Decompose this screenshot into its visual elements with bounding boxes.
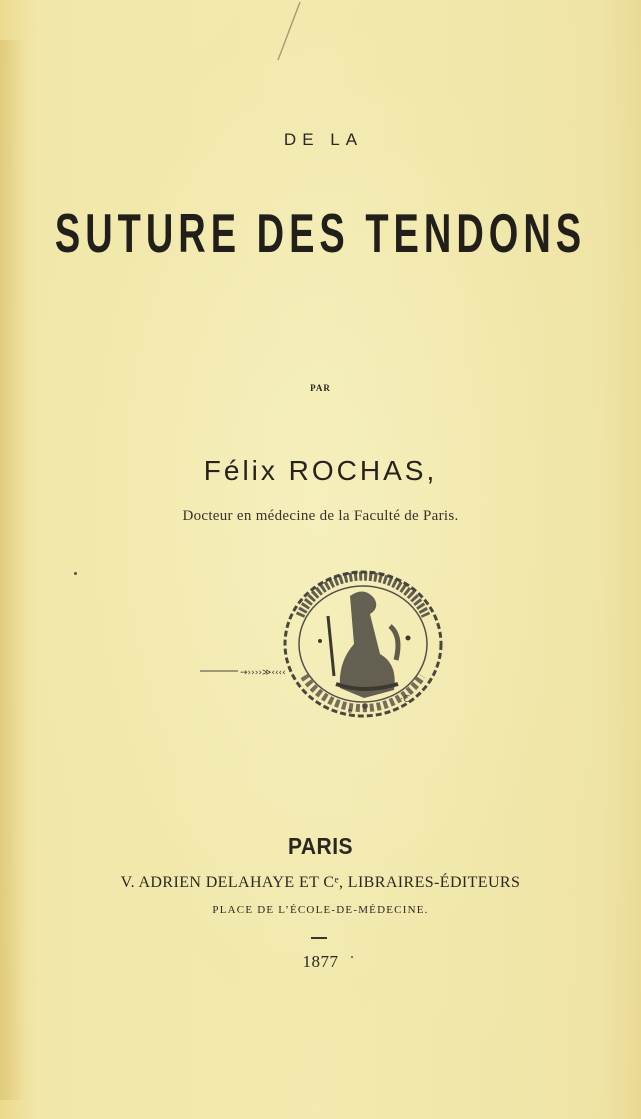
pencil-mark [270,0,310,80]
library-stamp-icon [200,556,470,736]
title-preposition: DE LA [283,130,364,149]
publisher-address: PLACE DE L’ÉCOLE-DE-MÉDECINE. [212,904,429,916]
page-edge-stain [0,40,26,1100]
book-title: SUTURE DES TENDONS [54,204,587,265]
author-degree: Docteur en médecine de la Faculté de Paris. [182,508,459,524]
by-line: PAR [310,383,331,393]
ink-speck [74,572,77,575]
author-name: Félix ROCHAS, [203,455,438,486]
separator-dash [311,937,327,939]
svg-text:→››››≫‹‹‹‹: →››››≫‹‹‹‹ [240,668,286,678]
svg-text:·C: ·C [400,694,411,705]
publication-year: 1877 [302,952,339,971]
publisher: V. ADRIEN DELAHAYE ET Cᵉ, LIBRAIRES-ÉDITEURS [120,874,521,891]
publication-city: PARIS [287,834,354,860]
ink-speck [351,956,353,958]
